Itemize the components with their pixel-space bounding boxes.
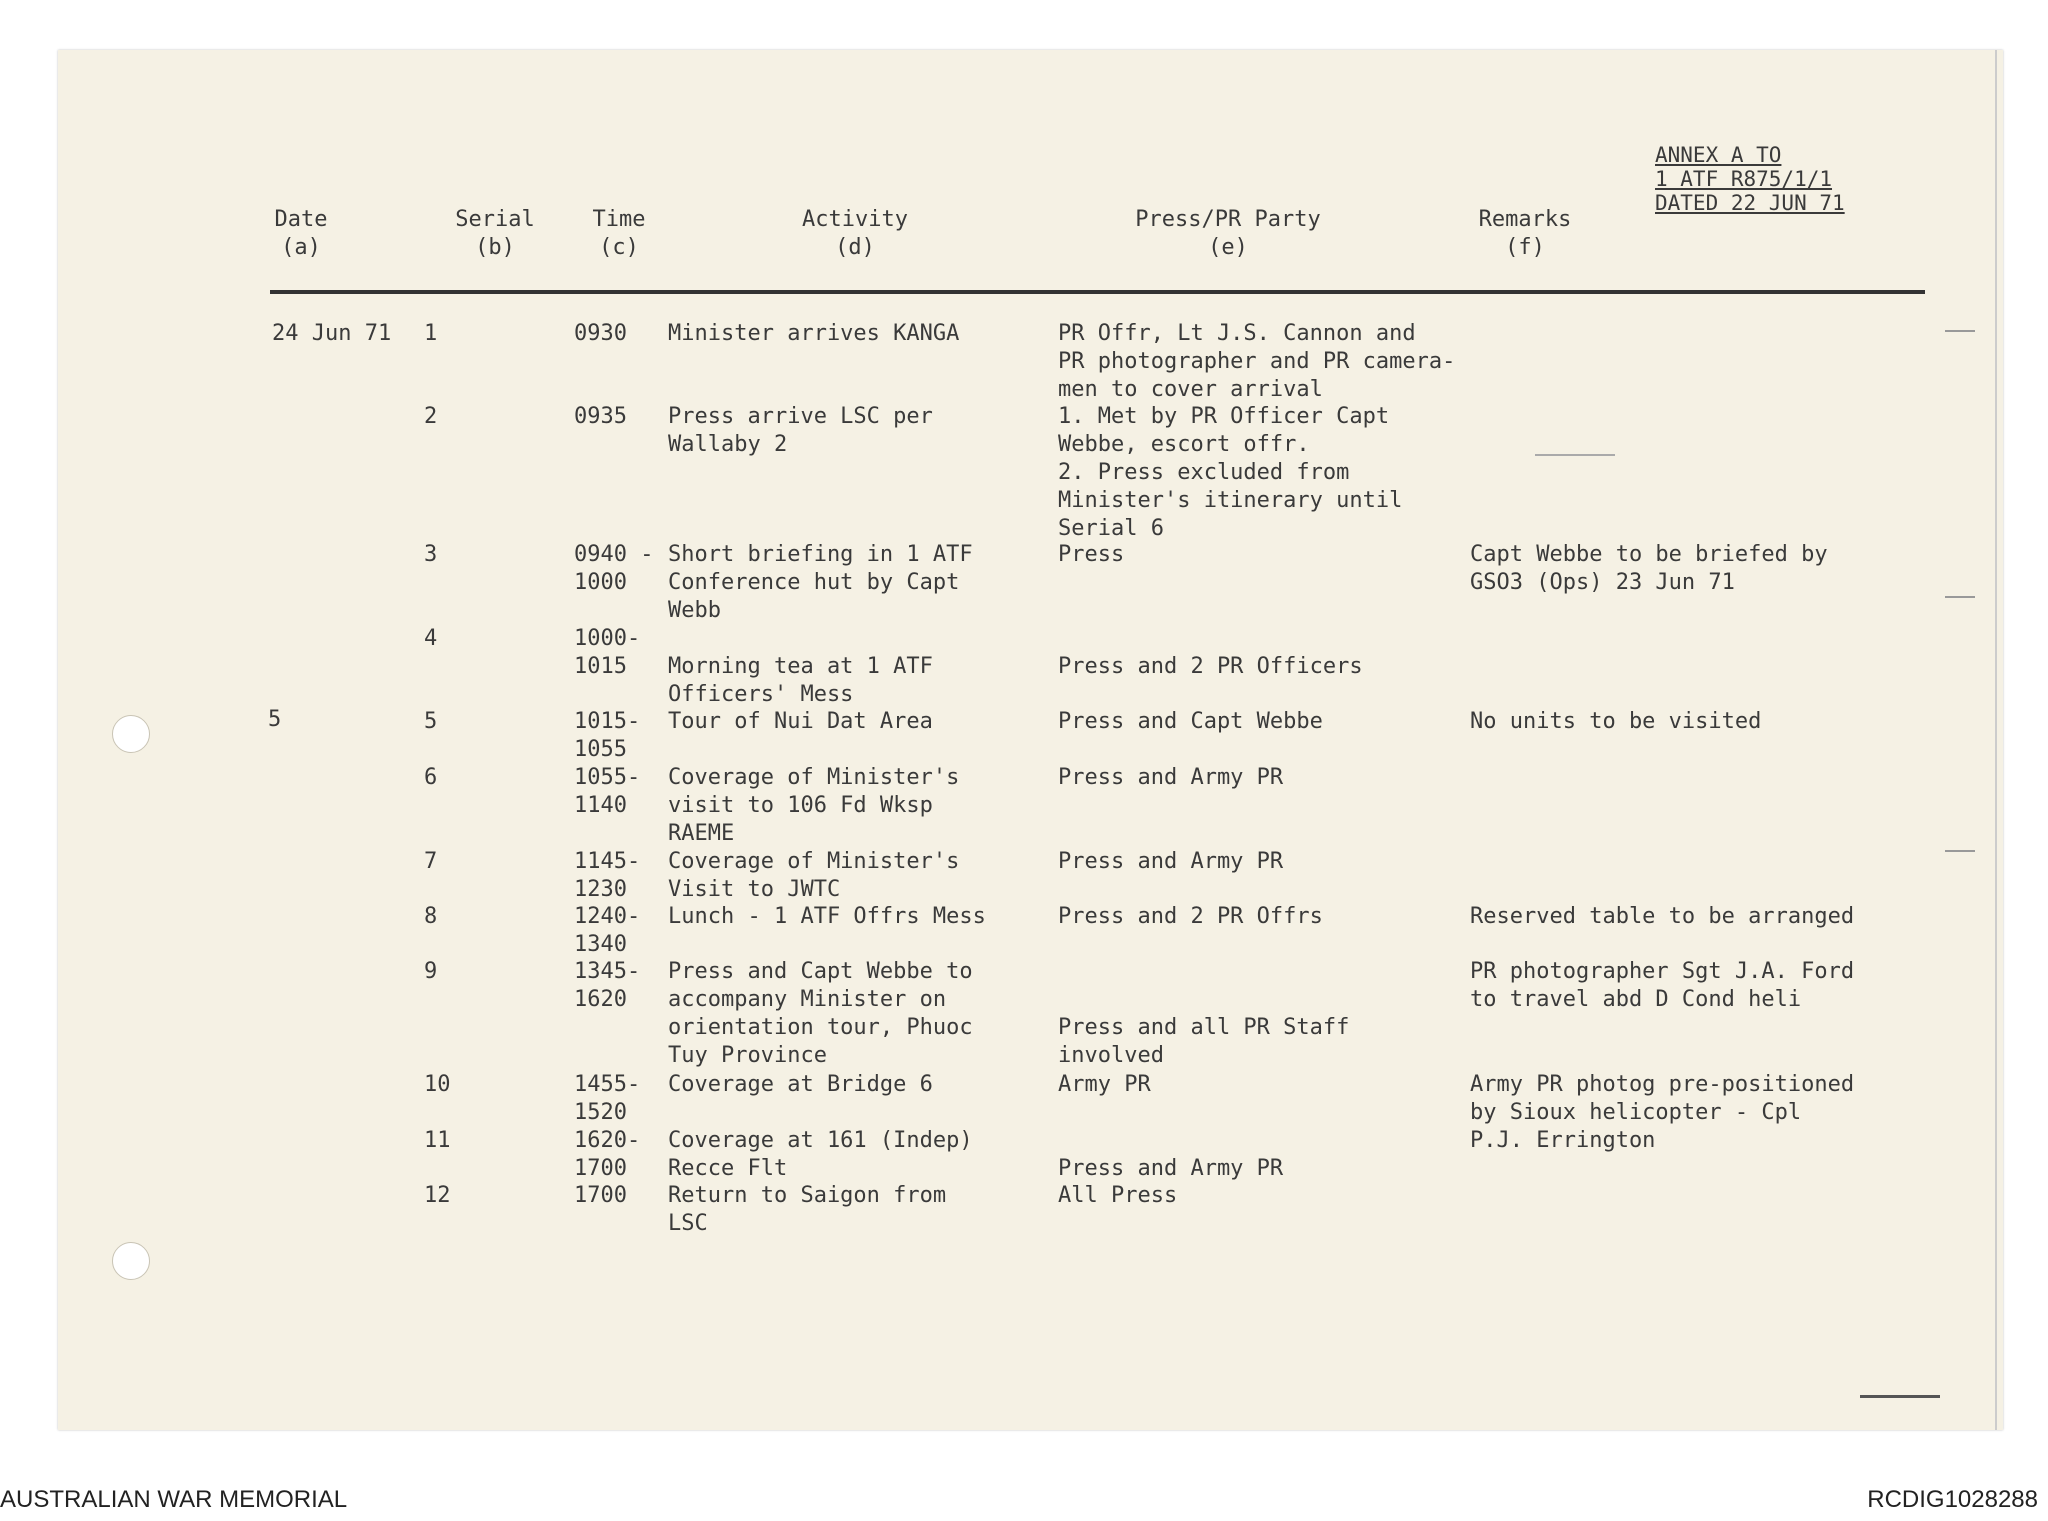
serial-cell: 9	[424, 959, 438, 984]
activity-cell: Short briefing in 1 ATF	[668, 542, 973, 567]
column-header-name: Serial	[455, 207, 535, 232]
activity-cell: Tour of Nui Dat Area	[668, 709, 933, 734]
annex-line: 1 ATF R875/1/1	[1655, 167, 1833, 191]
activity-cell: Return to Saigon from	[668, 1183, 947, 1208]
time-cell: 1620	[574, 987, 627, 1012]
punch-hole-bottom	[112, 1242, 150, 1280]
party-cell: men to cover arrival	[1058, 377, 1323, 402]
time-cell: 1520	[574, 1100, 627, 1125]
serial-cell: 6	[424, 765, 438, 790]
party-cell: 2. Press excluded from	[1058, 460, 1350, 485]
time-cell: 1055	[574, 737, 627, 762]
time-cell: 1455-	[574, 1072, 641, 1097]
remarks-cell: by Sioux helicopter - Cpl	[1470, 1100, 1802, 1125]
serial-cell: 7	[424, 849, 438, 874]
margin-note: 5	[268, 707, 282, 732]
column-header	[755, 206, 955, 262]
activity-cell: Webb	[668, 598, 721, 623]
column-header-name: Time	[592, 207, 646, 232]
punch-hole-top	[112, 715, 150, 753]
remarks-cell: No units to be visited	[1470, 709, 1762, 734]
time-cell: 1000	[574, 570, 627, 595]
serial-cell: 3	[424, 542, 438, 567]
time-cell: 1700	[574, 1156, 627, 1181]
activity-cell: accompany Minister on	[668, 987, 947, 1012]
time-cell: 0930	[574, 321, 627, 346]
time-cell: 1140	[574, 793, 627, 818]
serial-cell: 2	[424, 404, 438, 429]
activity-cell: Conference hut by Capt	[668, 570, 960, 595]
activity-cell: Coverage at 161 (Indep)	[668, 1128, 973, 1153]
serial-cell: 5	[424, 709, 438, 734]
right-edge-mark	[1945, 330, 1975, 332]
party-cell: involved	[1058, 1043, 1164, 1068]
column-header	[1465, 206, 1585, 262]
footer-right: RCDIG1028288	[1867, 1486, 2038, 1513]
party-cell: Press and Capt Webbe	[1058, 709, 1323, 734]
party-cell: Press and Army PR	[1058, 1156, 1284, 1181]
activity-cell: Morning tea at 1 ATF	[668, 654, 933, 679]
right-edge-mark	[1945, 596, 1975, 598]
signature-scribble	[1860, 1395, 1940, 1398]
party-cell: Press and all PR Staff	[1058, 1015, 1350, 1040]
column-header	[1098, 206, 1358, 262]
column-header-sub: (b)	[475, 235, 515, 260]
activity-cell: visit to 106 Fd Wksp	[668, 793, 933, 818]
time-cell: 1340	[574, 932, 627, 957]
column-header-sub: (e)	[1208, 235, 1248, 260]
activity-cell: LSC	[668, 1211, 708, 1236]
activity-cell: Officers' Mess	[668, 682, 854, 707]
time-cell: 1230	[574, 877, 627, 902]
remarks-cell: Capt Webbe to be briefed by	[1470, 542, 1828, 567]
activity-cell: Recce Flt	[668, 1156, 788, 1181]
column-header-name: Remarks	[1478, 207, 1572, 232]
column-header-sub: (d)	[835, 235, 875, 260]
time-cell: 0940 -	[574, 542, 654, 567]
time-cell: 1700	[574, 1183, 627, 1208]
column-header-sub: (c)	[599, 235, 639, 260]
activity-cell: Wallaby 2	[668, 432, 788, 457]
party-cell: 1. Met by PR Officer Capt	[1058, 404, 1390, 429]
right-edge-mark	[1945, 850, 1975, 852]
remarks-cell: PR photographer Sgt J.A. Ford	[1470, 959, 1855, 984]
column-header-name: Date	[274, 207, 328, 232]
activity-cell: Minister arrives KANGA	[668, 321, 960, 346]
party-cell: Press	[1058, 542, 1125, 567]
activity-cell: RAEME	[668, 821, 735, 846]
time-cell: 1620-	[574, 1128, 641, 1153]
serial-cell: 12	[424, 1183, 451, 1208]
party-cell: All Press	[1058, 1183, 1178, 1208]
right-edge-line	[1995, 50, 1997, 1430]
column-header	[569, 206, 669, 262]
activity-cell: Visit to JWTC	[668, 877, 841, 902]
party-cell: Army PR	[1058, 1072, 1151, 1097]
date-cell: 24 Jun 71	[272, 321, 392, 346]
time-cell: 1015	[574, 654, 627, 679]
remarks-cell: GSO3 (Ops) 23 Jun 71	[1470, 570, 1735, 595]
serial-cell: 1	[424, 321, 438, 346]
annex-line: DATED 22 JUN 71	[1655, 191, 1845, 215]
activity-cell: Press and Capt Webbe to	[668, 959, 973, 984]
footer-left: AUSTRALIAN WAR MEMORIAL	[0, 1486, 348, 1513]
party-cell: Press and 2 PR Officers	[1058, 654, 1363, 679]
activity-cell: Tuy Province	[668, 1043, 827, 1068]
remarks-cell: Reserved table to be arranged	[1470, 904, 1855, 929]
activity-cell: Coverage of Minister's	[668, 849, 960, 874]
column-header-name: Activity	[802, 207, 908, 232]
activity-cell: Press arrive LSC per	[668, 404, 933, 429]
remarks-cell: to travel abd D Cond heli	[1470, 987, 1802, 1012]
serial-cell: 11	[424, 1128, 451, 1153]
party-cell: Press and Army PR	[1058, 849, 1284, 874]
party-cell: PR Offr, Lt J.S. Cannon and	[1058, 321, 1416, 346]
activity-cell: Coverage at Bridge 6	[668, 1072, 933, 1097]
header-rule	[270, 290, 1925, 294]
activity-cell: Lunch - 1 ATF Offrs Mess	[668, 904, 986, 929]
remarks-cell: Army PR photog pre-positioned	[1470, 1072, 1855, 1097]
time-cell: 0935	[574, 404, 627, 429]
annex-line: ANNEX A TO	[1655, 143, 1782, 167]
column-header-name: Press/PR Party	[1135, 207, 1321, 232]
time-cell: 1240-	[574, 904, 641, 929]
activity-cell: orientation tour, Phuoc	[668, 1015, 973, 1040]
activity-cell: Coverage of Minister's	[668, 765, 960, 790]
serial-cell: 10	[424, 1072, 451, 1097]
column-header-sub: (a)	[281, 235, 321, 260]
serial-cell: 8	[424, 904, 438, 929]
column-header-sub: (f)	[1505, 235, 1545, 260]
column-header	[435, 206, 555, 262]
remarks-cell: P.J. Errington	[1470, 1128, 1656, 1153]
party-cell: Minister's itinerary until	[1058, 488, 1403, 513]
party-cell: Webbe, escort offr.	[1058, 432, 1310, 457]
party-cell: Press and 2 PR Offrs	[1058, 904, 1323, 929]
party-cell: Press and Army PR	[1058, 765, 1284, 790]
time-cell: 1145-	[574, 849, 641, 874]
stray-dash	[1535, 454, 1615, 456]
serial-cell: 4	[424, 626, 438, 651]
annex-reference	[1655, 143, 1845, 215]
time-cell: 1015-	[574, 709, 641, 734]
time-cell: 1345-	[574, 959, 641, 984]
column-header	[241, 206, 361, 262]
party-cell: Serial 6	[1058, 516, 1164, 541]
time-cell: 1055-	[574, 765, 641, 790]
time-cell: 1000-	[574, 626, 641, 651]
party-cell: PR photographer and PR camera-	[1058, 349, 1456, 374]
